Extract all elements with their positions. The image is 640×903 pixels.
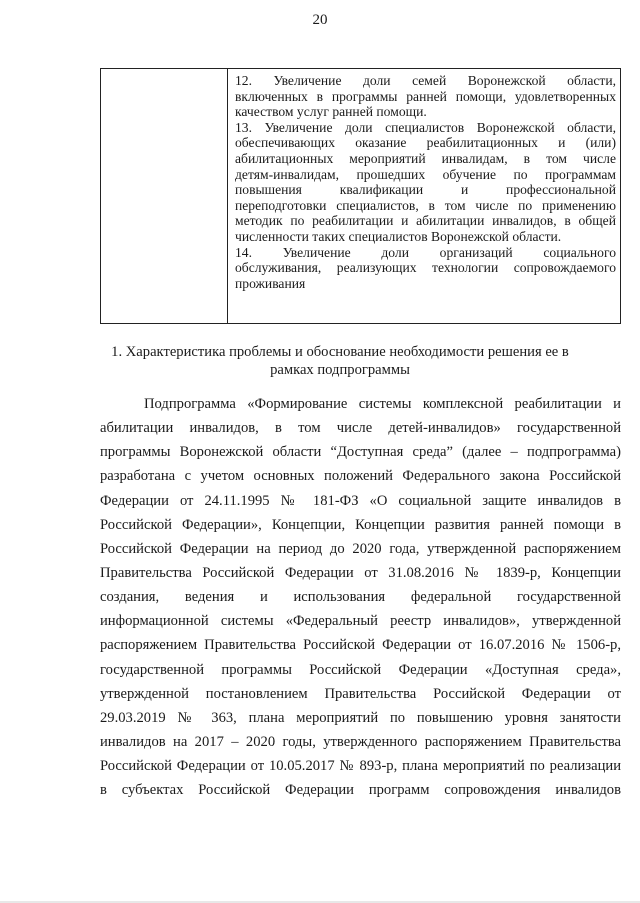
body-line: распоряжением Правительства Российской Федерации от 16.07.2016 № 1506-р, [100, 637, 621, 654]
goals-table [100, 68, 621, 324]
goal-line: обслуживания, реализующих технологии сопровождаемого [235, 260, 616, 276]
body-line: Российской Федерации на период до 2020 года, утвержденной распоряжением [100, 540, 621, 557]
body-line: утвержденной постановлением Правительства Российской Федерации от [100, 685, 621, 702]
body-line: государственной программы Российской Федерации «Доступная среда», [100, 661, 621, 678]
goal-line: 14. Увеличение доли организаций социального [235, 244, 616, 260]
body-line: Российской Федерации от 10.05.2017 № 893-р, плана мероприятий по реализации [100, 758, 621, 775]
goal-line: методик по реабилитации и абилитации инвалидов, в общей [235, 213, 616, 229]
body-line: в субъектах Российской Федерации программ сопровождения инвалидов [100, 782, 621, 799]
goal-line: 13. Увеличение доли специалистов Воронежской области, [235, 119, 616, 135]
section-heading-line: 1. Характеристика проблемы и обоснование необходимости решения ее в [111, 344, 569, 360]
goal-item-13 [235, 120, 616, 245]
body-line: программы Воронежской области “Доступная среда” (далее – подпрограмма) [100, 444, 621, 461]
goal-line: качеством услуг ранней помощи. [235, 104, 427, 120]
goal-line: численности таких специалистов Воронежской области. [235, 228, 562, 244]
goal-line: проживания [235, 275, 306, 291]
section-heading-line: рамках подпрограммы [270, 361, 410, 378]
body-line: Правительства Российской Федерации от 31.08.2016 № 1839-р, Концепции [100, 564, 621, 581]
body-line: 29.03.2019 № 363, плана мероприятий по повышению уровня занятости [100, 709, 621, 726]
body-line: Российской Федерации», Концепции, Концепции развития ранней помощи в [100, 516, 621, 533]
goal-line: 12. Увеличение доли семей Воронежской области, [235, 73, 616, 88]
body-line: информационной системы «Федеральный реестр инвалидов», утвержденной [100, 613, 621, 630]
goal-line: детям-инвалидам, прошедших обучение по программам [235, 166, 616, 182]
body-paragraph [100, 392, 621, 802]
table-left-cell [101, 69, 228, 323]
section-heading [80, 344, 600, 379]
goal-line: обеспечивающих оказание реабилитационных и (или) [235, 135, 616, 151]
goal-line: включенных в программы ранней помощи, удовлетворенных [235, 88, 616, 104]
goal-line: повышения квалификации и профессиональной [235, 182, 616, 198]
body-line: разработана с учетом основных положений Федерального закона Российской [100, 468, 621, 485]
body-line: создания, ведения и использования федеральной государственной [100, 589, 621, 606]
page-number: 20 [312, 12, 328, 28]
goal-line: переподготовки специалистов, в том числе по применению [235, 197, 616, 213]
table-right-cell [235, 73, 616, 291]
body-line: инвалидов на 2017 – 2020 годы, утвержденного распоряжением Правительства [100, 733, 621, 750]
body-line: абилитации инвалидов, в том числе детей-инвалидов» государственной [100, 420, 621, 437]
goal-item-14 [235, 245, 616, 292]
body-line: Подпрограмма «Формирование системы комплексной реабилитации и [144, 396, 621, 412]
body-line: Федерации от 24.11.1995 № 181-ФЗ «О социальной защите инвалидов в [100, 492, 621, 509]
goal-item-12 [235, 73, 616, 120]
goal-line: абилитационных мероприятий инвалидам, в том числе [235, 150, 616, 166]
